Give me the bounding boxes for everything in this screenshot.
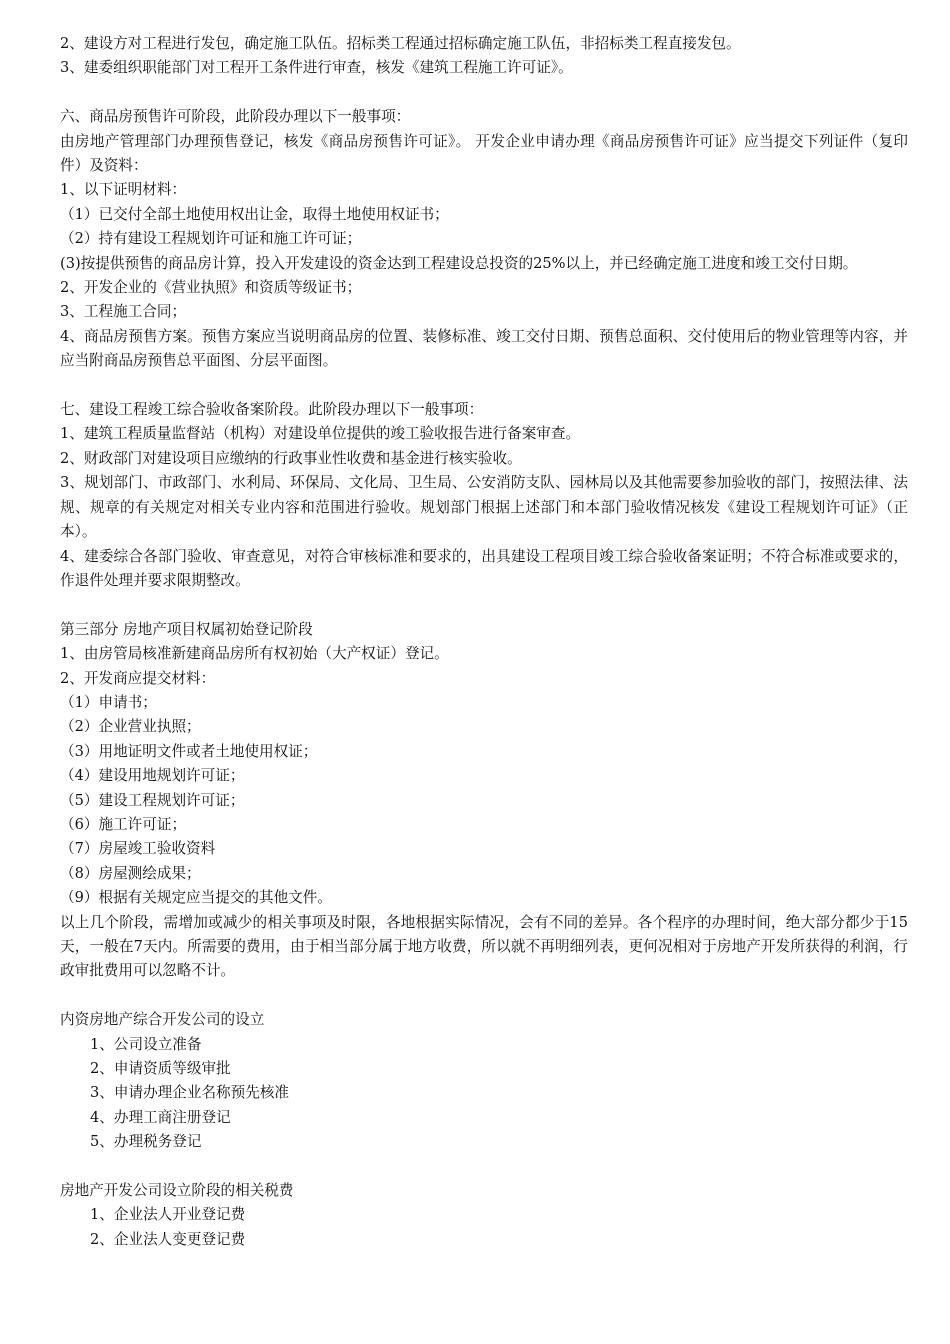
list-item: （2）持有建设工程规划许可证和施工许可证； xyxy=(60,230,362,248)
list-item: （2）企业营业执照； xyxy=(60,718,201,736)
list-item: 1、由房管局核准新建商品房所有权初始（大产权证）登记。 xyxy=(60,645,449,663)
paragraph: 2、建设方对工程进行发包，确定施工队伍。招标类工程通过招标确定施工队伍，非招标类工程直接发包。 xyxy=(60,35,741,52)
list-item: 3、工程施工合同； xyxy=(60,303,187,321)
list-item: 2、财政部门对建设项目应缴纳的行政事业性收费和基金进行核实验收。 xyxy=(60,449,522,467)
list-item: 1、企业法人开业登记费 xyxy=(90,1206,246,1224)
list-item: 3、申请办理企业名称预先核准 xyxy=(90,1084,290,1102)
blank-line xyxy=(60,374,908,398)
paragraph: 3、建委组织职能部门对工程开工条件进行审查，核发《建筑工程施工许可证》。 xyxy=(60,59,573,77)
list-item: (3)按提供预售的商品房计算，投入开发建设的资金达到工程建设总投资的25%以上，并已经确定施工进度和竣工交付日期。 xyxy=(60,254,858,272)
list-item: 4、商品房预售方案。预售方案应当说明商品房的位置、装修标准、竣工交付日期、预售总面积、交付使用后的物业管理等内容，并应当附商品房预售总平面图、分层平面图。 xyxy=(60,327,908,370)
list-item: （9）根据有关规定应当提交的其他文件。 xyxy=(60,889,332,907)
list-item: （7）房屋竣工验收资料 xyxy=(60,840,216,858)
part-heading: 第三部分 房地产项目权属初始登记阶段 xyxy=(60,620,313,638)
blank-line xyxy=(60,81,908,105)
list-item: 1、公司设立准备 xyxy=(90,1035,202,1053)
section-heading: 六、商品房预售许可阶段，此阶段办理以下一般事项： xyxy=(60,108,411,126)
list-item: （6）施工许可证； xyxy=(60,815,187,833)
list-item: 2、申请资质等级审批 xyxy=(90,1060,231,1077)
list-item: （5）建设工程规划许可证； xyxy=(60,791,245,809)
list-item: 2、企业法人变更登记费 xyxy=(90,1230,246,1248)
blank-line xyxy=(60,984,908,1008)
document-body xyxy=(60,32,908,1252)
list-item: （3）用地证明文件或者土地使用权证； xyxy=(60,742,318,760)
list-item: 1、以下证明材料： xyxy=(60,181,187,199)
paragraph: 由房地产管理部门办理预售登记，核发《商品房预售许可证》。 开发企业申请办理《商品房预售许可证》应当提交下列证件（复印件）及资料： xyxy=(60,132,908,175)
section-heading: 七、建设工程竣工综合验收备案阶段。此阶段办理以下一般事项： xyxy=(60,401,484,419)
summary-paragraph: 以上几个阶段，需增加或减少的相关事项及时限，各地根据实际情况，会有不同的差异。各个程序的办理时间，绝大部分都少于15天，一般在7天内。所需要的费用，由于相当部分属于地方收费，所以就不再明细列表，更何况相对于房地产开发所获得的利润，行政审批费用可以忽略不计。 xyxy=(60,913,908,980)
blank-line xyxy=(60,593,908,617)
list-item: 1、建筑工程质量监督站（机构）对建设单位提供的竣工验收报告进行备案审查。 xyxy=(60,425,581,443)
list-item: 2、开发企业的《营业执照》和资质等级证书； xyxy=(60,279,362,297)
list-item: （1）申请书； xyxy=(60,693,157,711)
list-item: （8）房屋测绘成果； xyxy=(60,864,201,882)
section-heading: 房地产开发公司设立阶段的相关税费 xyxy=(60,1182,294,1200)
list-item: 2、开发商应提交材料： xyxy=(60,669,216,687)
list-item: （4）建设用地规划许可证； xyxy=(60,767,245,785)
blank-line xyxy=(60,1155,908,1179)
section-heading: 内资房地产综合开发公司的设立 xyxy=(60,1011,265,1029)
list-item: 5、办理税务登记 xyxy=(90,1133,202,1151)
list-item: 4、建委综合各部门验收、审查意见，对符合审核标准和要求的，出具建设工程项目竣工综合验收备案证明；不符合标准或要求的，作退件处理并要求限期整改。 xyxy=(60,547,908,589)
list-item: 4、办理工商注册登记 xyxy=(90,1108,231,1126)
list-item: （1）已交付全部土地使用权出让金，取得土地使用权证书； xyxy=(60,205,449,223)
list-item: 3、规划部门、市政部门、水利局、环保局、文化局、卫生局、公安消防支队、园林局以及其他需要参加验收的部门，按照法律、法规、规章的有关规定对相关专业内容和范围进行验收。规划部门根据上述部门和本部门验收情况核发《建设工程规划许可证》（正本）。 xyxy=(60,474,908,541)
